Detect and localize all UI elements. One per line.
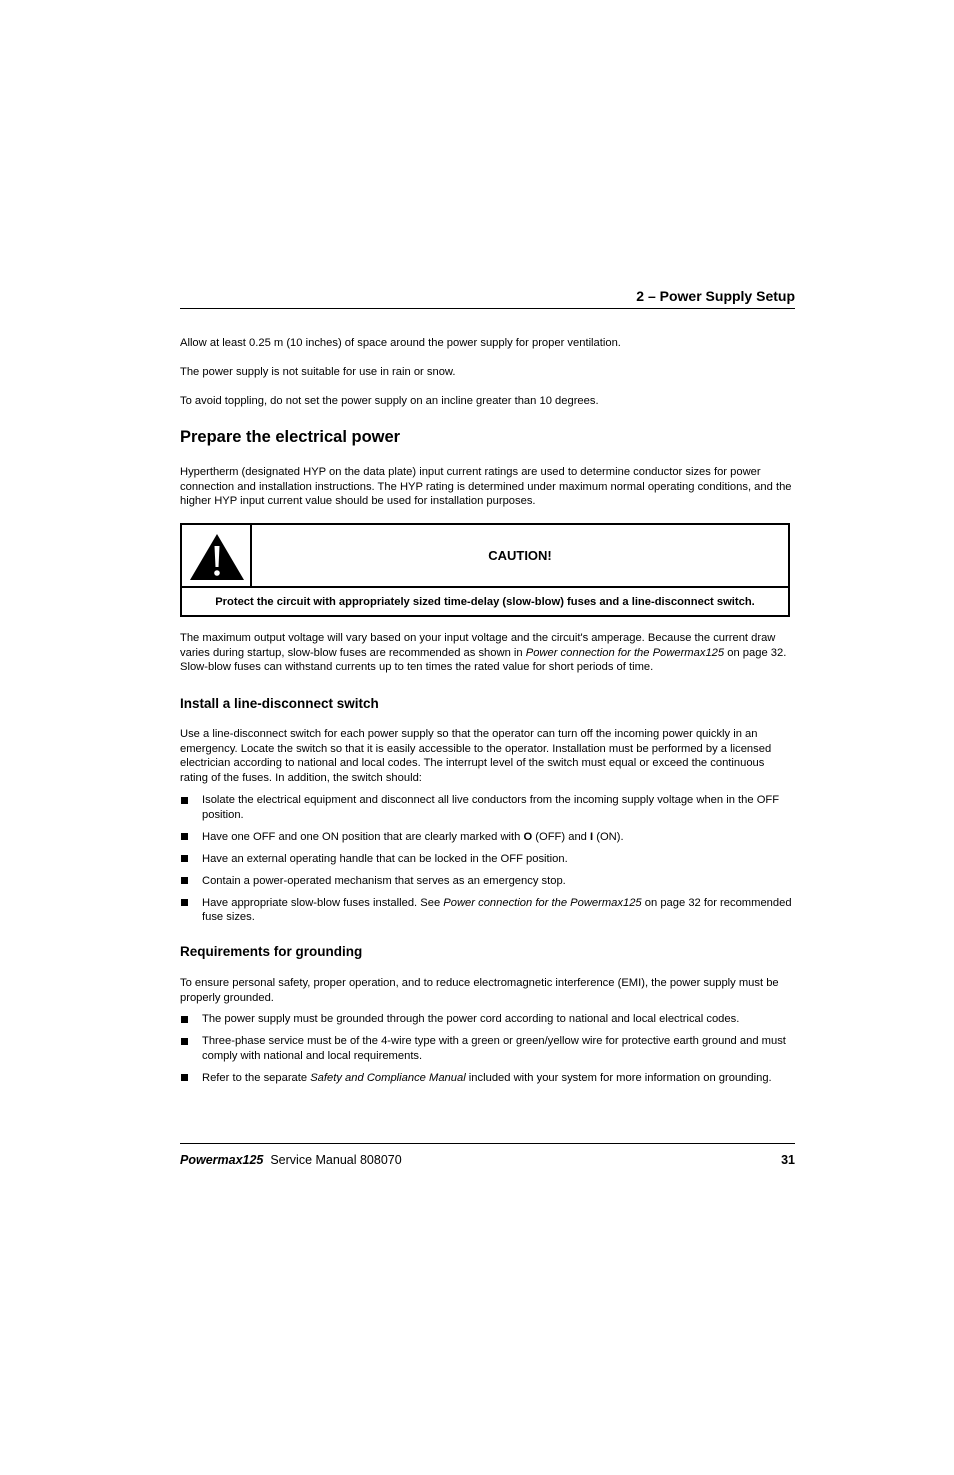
- bullet-square-icon: [181, 899, 188, 906]
- list-item: [180, 793, 795, 822]
- bullet-square-icon: [181, 1074, 188, 1081]
- list-item-text: Contain a power-operated mechanism that serves as an emergency stop.: [202, 874, 566, 887]
- header-rule: [180, 308, 795, 309]
- caution-title: CAUTION!: [488, 548, 552, 563]
- grounding-requirements-list: [180, 1012, 795, 1093]
- list-item-text: Three-phase service must be of the 4-wire type with a green or green/yellow wire for protective earth ground and must comply with national and local requirements.: [202, 1035, 786, 1062]
- bullet-square-icon: [181, 855, 188, 862]
- paragraph-hyp-rating: Hypertherm (designated HYP on the data plate) input current ratings are used to determine conductor sizes for power connection and installation instructions. The HYP rating is determined under maximum normal operating conditions, and the higher HYP input current value should be used for installation purposes.: [180, 466, 792, 507]
- bullet-square-icon: [181, 877, 188, 884]
- subsection-heading-switch: Install a line-disconnect switch: [180, 696, 379, 711]
- bullet-square-icon: [181, 1016, 188, 1023]
- caution-message: Protect the circuit with appropriately sized time-delay (slow-blow) fuses and a line-disconnect switch.: [215, 595, 755, 608]
- list-item: [180, 874, 795, 889]
- bullet-square-icon: [181, 1038, 188, 1045]
- warning-triangle-icon: [188, 532, 246, 582]
- product-name: Powermax125: [180, 1153, 264, 1167]
- on-symbol: I: [590, 830, 594, 843]
- list-item: [180, 852, 795, 867]
- paragraph-incline: To avoid toppling, do not set the power supply on an incline greater than 10 degrees.: [180, 395, 599, 407]
- list-item: [180, 1034, 795, 1063]
- list-item-text: Isolate the electrical equipment and disconnect all live conductors from the incoming supply voltage when in the OFF position.: [202, 794, 780, 821]
- bullet-square-icon: [181, 833, 188, 840]
- cross-reference-link[interactable]: Power connection for the Powermax125: [443, 896, 642, 909]
- switch-requirements-list: [180, 793, 795, 932]
- manual-id: Service Manual 808070: [270, 1153, 402, 1167]
- list-item-text: included with your system for more information on grounding.: [465, 1071, 772, 1084]
- manual-reference: Safety and Compliance Manual: [310, 1071, 466, 1084]
- subsection-heading-grounding: Requirements for grounding: [180, 944, 363, 959]
- paragraph-ventilation: Allow at least 0.25 m (10 inches) of space around the power supply for proper ventilation.: [180, 337, 621, 349]
- list-item: [180, 896, 795, 925]
- voltage-text-1: The maximum output voltage will vary based on your input voltage and the circuit's amperage. Because the current draw varies during startup, slow-blow fuses are recommended as shown in: [180, 632, 776, 659]
- paragraph-switch: Use a line-disconnect switch for each power supply so that the operator can turn off the incoming power quickly in an emergency. Locate the switch so that it is easily accessible to the operator. Installation must be performed by a licensed electrician according to national and local codes. The interrupt level of the switch must equal or exceed the continuous rating of the fuses. In addition, the switch should:: [180, 728, 772, 784]
- paragraph-rain: The power supply is not suitable for use in rain or snow.: [180, 366, 456, 378]
- running-header: 2 – Power Supply Setup: [636, 288, 795, 304]
- list-item-text: Have an external operating handle that can be locked in the OFF position.: [202, 852, 568, 865]
- page-footer: [180, 1153, 795, 1167]
- caution-icon-cell: [182, 525, 252, 586]
- list-item-text: on page 32 for recommended fuse sizes.: [202, 896, 792, 923]
- paragraph-voltage: [180, 631, 795, 675]
- list-item-text: Have one OFF and one ON position that are clearly marked with: [202, 830, 524, 843]
- cross-reference-link[interactable]: Power connection for the Powermax125: [525, 646, 725, 659]
- list-item-text: Refer to the separate: [202, 1071, 311, 1084]
- list-item-text: (ON).: [593, 830, 624, 843]
- caution-box: [180, 523, 790, 617]
- list-item-text: Have appropriate slow-blow fuses installed. See: [202, 896, 444, 909]
- bullet-square-icon: [181, 797, 188, 804]
- off-symbol: O: [523, 830, 533, 843]
- page-number: 31: [781, 1153, 795, 1167]
- list-item-text: The power supply must be grounded through the power cord according to national and local electrical codes.: [202, 1013, 740, 1025]
- paragraph-grounding: To ensure personal safety, proper operation, and to reduce electromagnetic interference (EMI), the power supply must be properly grounded.: [180, 977, 779, 1004]
- list-item: [180, 830, 795, 845]
- list-item-text: (OFF) and: [532, 830, 590, 843]
- section-heading-prepare: Prepare the electrical power: [180, 428, 401, 446]
- list-item: [180, 1012, 795, 1027]
- list-item: [180, 1071, 795, 1086]
- footer-rule: [180, 1143, 795, 1144]
- voltage-text-2: on page 32. Slow-blow fuses can withstand currents up to ten times the rated value for short periods of time.: [180, 646, 787, 673]
